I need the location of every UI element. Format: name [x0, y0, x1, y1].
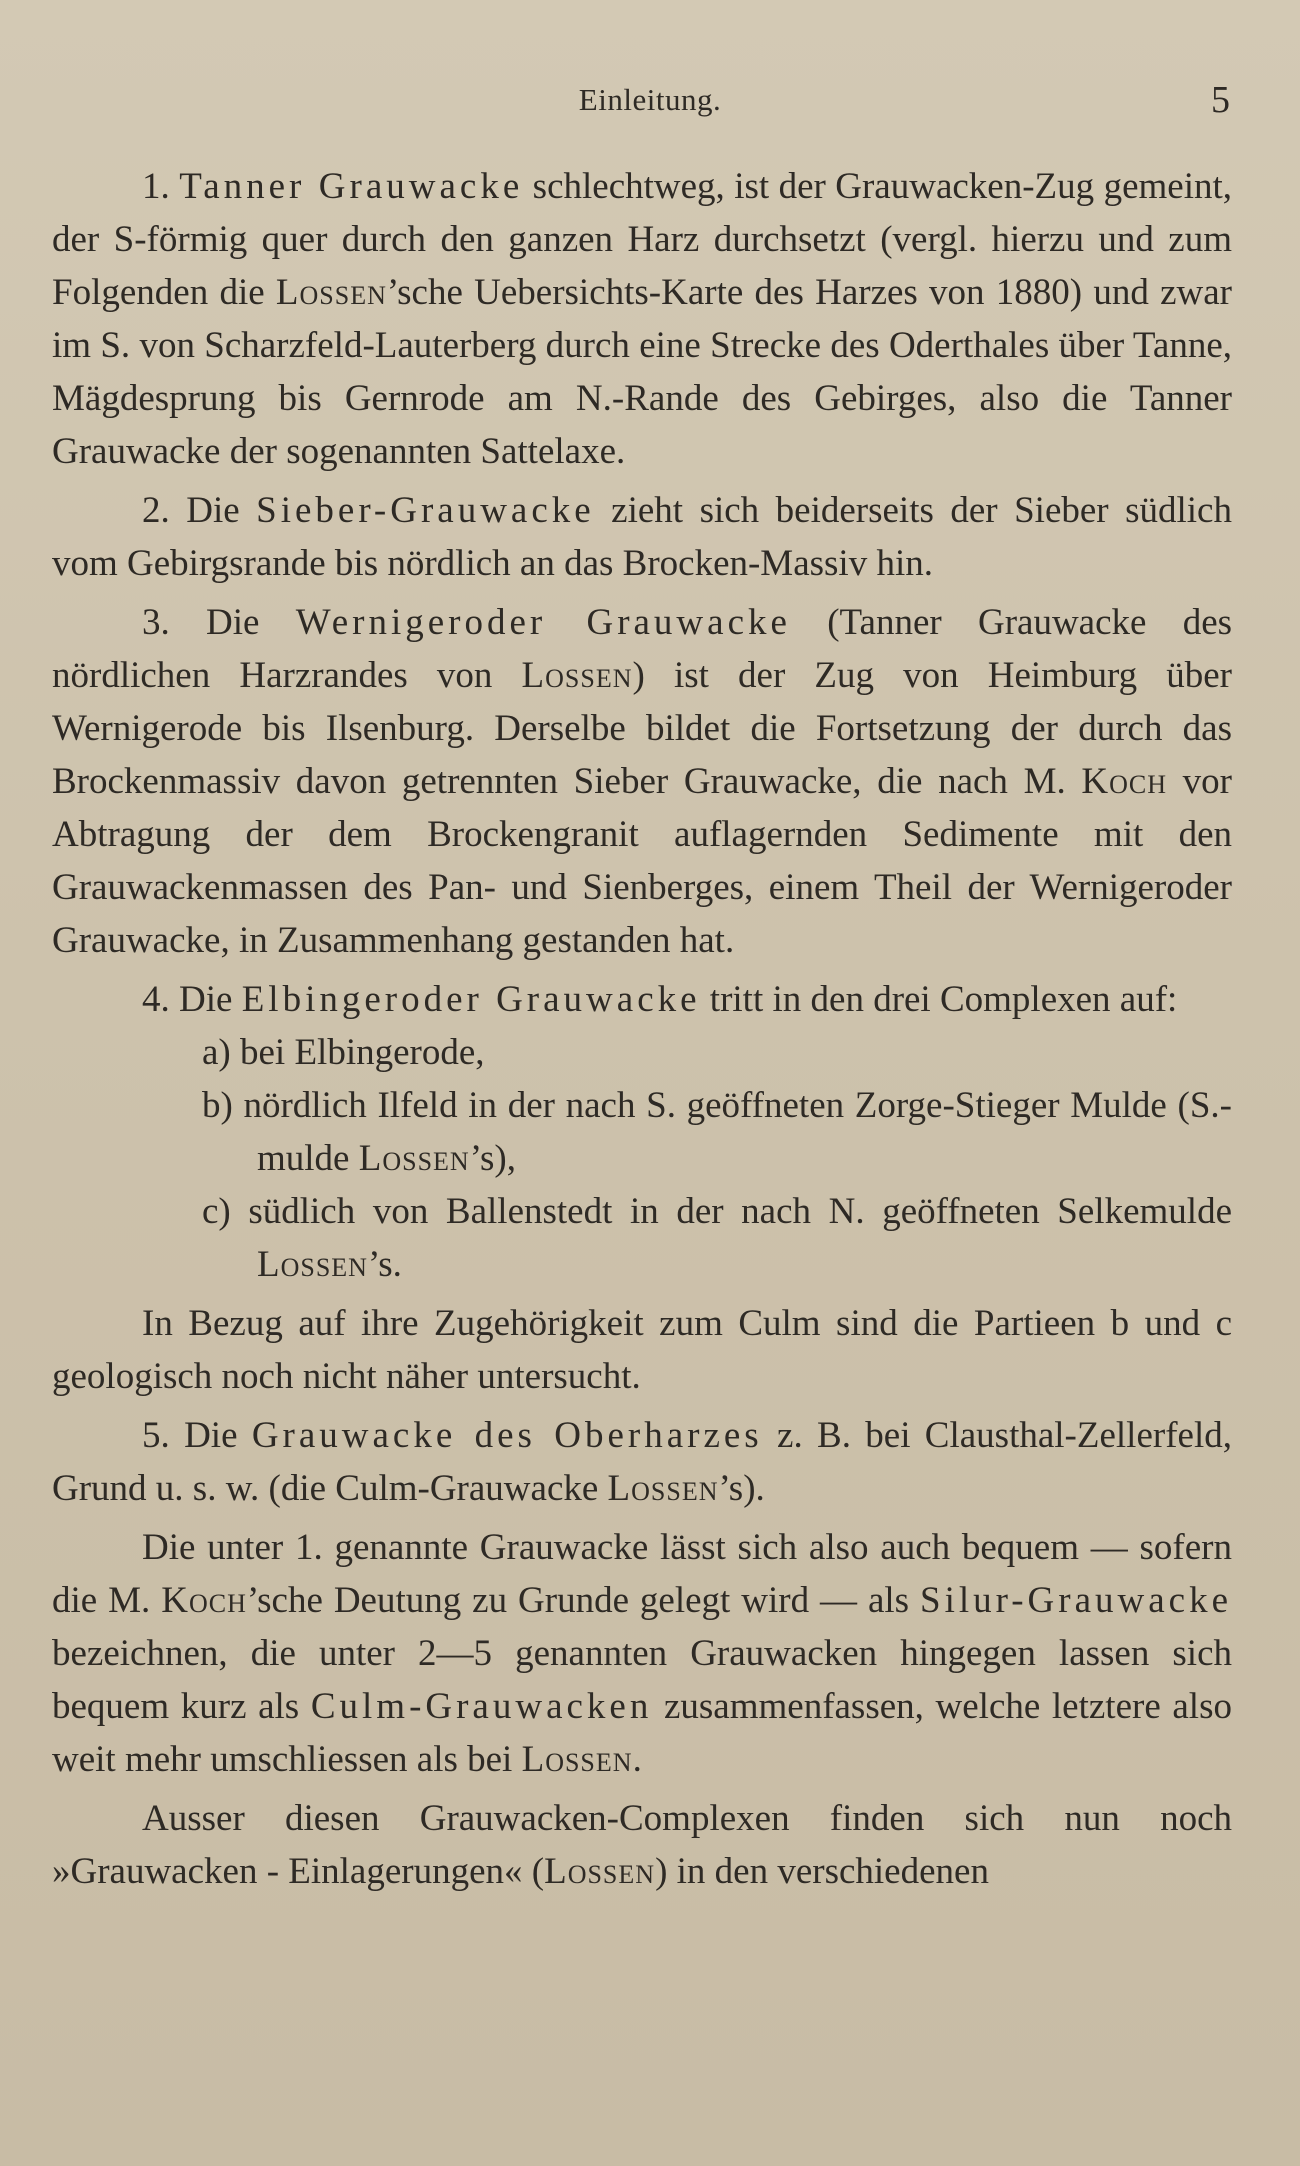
list-item-c: [52, 1185, 1232, 1291]
author-name: Lossen: [358, 1138, 470, 1179]
spaced-term: Elbingeroder Grauwacke: [241, 979, 701, 1020]
text-run: vor Abtragung der dem Brockengranit auflagernden Sedimente mit den Grauwackenmassen des Pan- und Sienberges, einem Theil der Wernigeroder Grauwacke, in Zusammenhang gestanden hat.: [52, 761, 1232, 961]
paragraph-4: [52, 973, 1232, 1026]
list-item-b: [52, 1079, 1232, 1185]
paragraph-1: [52, 160, 1232, 478]
text-run: zusammenfassen, welche letztere also weit mehr umschliessen als bei: [52, 1686, 1232, 1780]
page-number: 5: [1211, 79, 1230, 121]
text-run: ) in den verschiedenen: [655, 1851, 989, 1892]
text-run: Ausser diesen Grauwacken-Complexen finden sich nun noch »Grauwacken - Einlagerungen« (: [52, 1798, 1232, 1892]
author-name: Koch: [161, 1580, 247, 1621]
text-run: ’sche Deutung zu Grunde gelegt wird — als: [246, 1580, 920, 1621]
paragraph-2: [52, 484, 1232, 590]
text-run: ) ist der Zug von Heimburg über Wernigerode bis Ilsenburg. Derselbe bildet die Fortsetzung der durch das Brockenmassiv davon getrennten Sieber Grauwacke, die nach M.: [52, 655, 1232, 802]
text-run: tritt in den drei Complexen auf:: [700, 979, 1178, 1020]
author-name: Lossen: [257, 1244, 368, 1285]
spaced-term: Silur-Grauwacke: [920, 1580, 1232, 1621]
author-name: Lossen: [521, 655, 633, 696]
running-head: Einleitung.: [578, 82, 722, 117]
author-name: Koch: [1081, 761, 1168, 802]
author-name: Lossen: [521, 1739, 633, 1780]
body-text: [52, 160, 1232, 1898]
author-name: Lossen: [607, 1468, 719, 1509]
text-run: ’s).: [718, 1468, 765, 1509]
text-run: ’s.: [367, 1244, 402, 1285]
item-number: 3. Die: [142, 602, 260, 643]
paragraph-7: [52, 1792, 1232, 1898]
text-run: schlechtweg, ist der Grauwacken-Zug gemeint, der S-förmig quer durch den ganzen Harz durchsetzt (vergl. hierzu und zum Folgenden die: [52, 166, 1232, 313]
item-number: 2. Die: [142, 490, 240, 531]
text-run: bezeichnen, die unter 2—5 genannten Grauwacken hingegen lassen sich bequem kurz als: [52, 1633, 1232, 1727]
spaced-term: Tanner Grauwacke: [179, 166, 524, 207]
paragraph-5: [52, 1409, 1232, 1515]
text-run: ’s),: [469, 1138, 516, 1179]
text-run: b) nördlich Ilfeld in der nach S. geöffneten Zorge-Stieger Mulde (S.-mulde: [202, 1085, 1232, 1179]
text-run: ’sche Uebersichts-Karte des Harzes von 1880) und zwar im S. von Scharzfeld-Lauterberg durch eine Strecke des Oderthales über Tanne, Mägdesprung bis Gernrode am N.-Rande des Gebirges, also die Tanner Grauwacke der sogenannten Sattelaxe.: [52, 272, 1233, 472]
author-name: Lossen: [544, 1851, 656, 1892]
item-number: 1.: [142, 166, 170, 207]
author-name: Lossen: [275, 272, 387, 313]
page-header: [0, 79, 1300, 132]
text-run: zieht sich beiderseits der Sieber südlich vom Gebirgsrande bis nördlich an das Brocken-Massiv hin.: [52, 490, 1232, 584]
text-run: .: [632, 1739, 642, 1780]
list-item-a: a) bei Elbingerode,: [202, 1032, 485, 1073]
paragraph-6: [52, 1521, 1232, 1786]
spaced-term: Grauwacke des Oberharzes: [251, 1415, 763, 1456]
text-run: c) südlich von Ballenstedt in der nach N. geöffneten Selkemulde: [202, 1191, 1232, 1232]
item-number: 4. Die: [142, 979, 233, 1020]
paragraph-3: [52, 596, 1232, 967]
spaced-term: Culm-Grauwacken: [310, 1686, 653, 1727]
text-run: (Tanner Grauwacke des nördlichen Harzrandes von: [52, 602, 1233, 696]
spaced-term: Wernigeroder Grauwacke: [295, 602, 791, 643]
spaced-term: Sieber-Grauwacke: [256, 490, 595, 531]
text-run: z. B. bei Clausthal-Zellerfeld, Grund u. s. w. (die Culm-Grauwacke: [52, 1415, 1232, 1509]
paragraph-4b: In Bezug auf ihre Zugehörigkeit zum Culm sind die Partieen b und c geologisch noch nicht näher untersucht.: [52, 1303, 1232, 1397]
item-number: 5. Die: [142, 1415, 238, 1456]
text-run: Die unter 1. genannte Grauwacke lässt sich also auch bequem — sofern die M.: [52, 1527, 1232, 1621]
